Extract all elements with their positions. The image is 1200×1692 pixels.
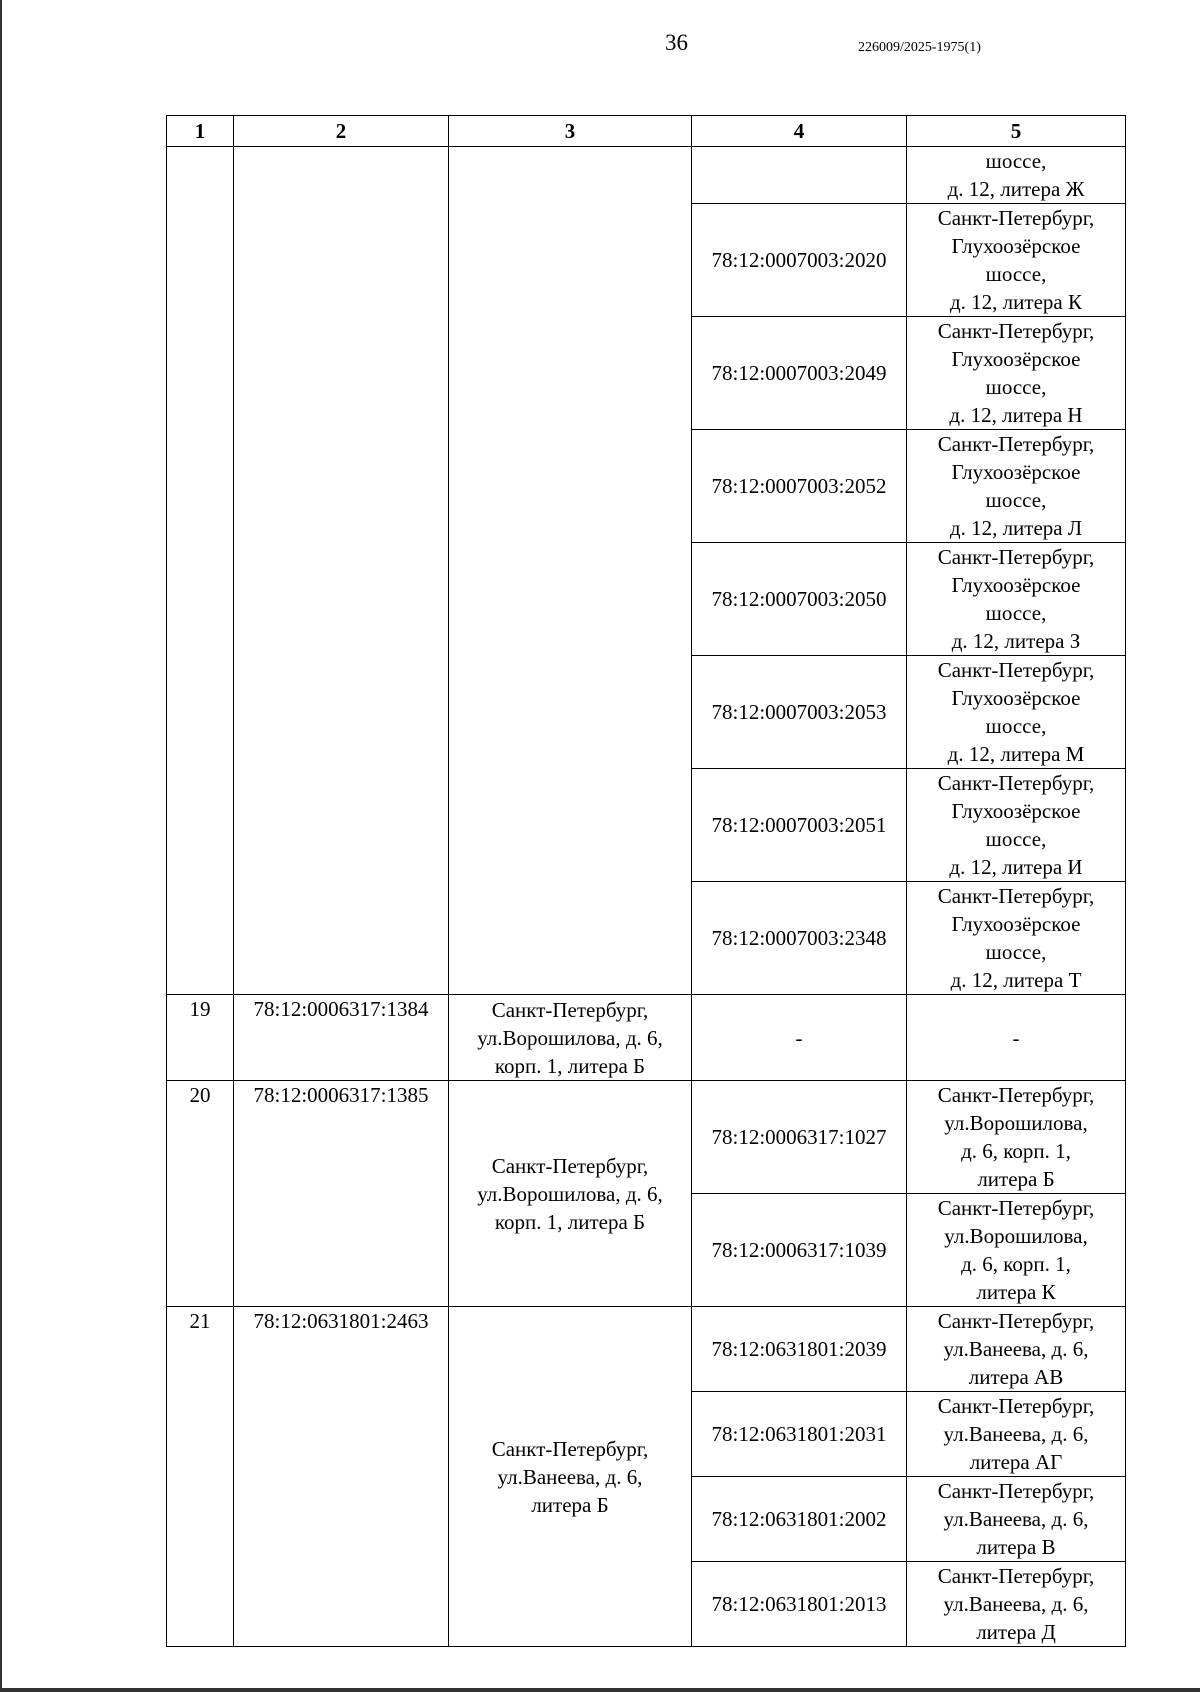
document-reference: 226009/2025-1975(1) [858,40,981,55]
cell-sub-address: - [907,995,1126,1081]
table-header-row [167,116,1126,147]
cell-sub-cadastral: 78:12:0007003:2348 [692,882,907,995]
cell-sub-cadastral: - [692,995,907,1081]
scan-edge-left [0,0,2,1692]
cell-num: 19 [167,995,234,1081]
cell-sub-address: Санкт-Петербург, ул.Ванеева, д. 6, литера АВ [907,1307,1126,1392]
table-row [167,1081,1126,1194]
cell-sub-cadastral: 78:12:0007003:2053 [692,656,907,769]
column-header: 4 [692,116,907,147]
column-header: 1 [167,116,234,147]
cell-sub-address: Санкт-Петербург, Глухоозёрское шоссе, д. 12, литера Т [907,882,1126,995]
cell-sub-cadastral: 78:12:0007003:2051 [692,769,907,882]
cell-sub-cadastral: 78:12:0631801:2002 [692,1477,907,1562]
cell-sub-address: Санкт-Петербург, ул.Ворошилова, д. 6, корп. 1, литера К [907,1194,1126,1307]
table-row [167,147,1126,204]
cell-sub-address: Санкт-Петербург, ул.Ванеева, д. 6, литера АГ [907,1392,1126,1477]
cell-cadastral: 78:12:0006317:1385 [234,1081,449,1307]
cell-cadastral [234,147,449,995]
cell-num [167,147,234,995]
page-number: 36 [665,30,688,55]
cell-sub-cadastral: 78:12:0631801:2013 [692,1562,907,1647]
cell-sub-address: Санкт-Петербург, Глухоозёрское шоссе, д. 12, литера М [907,656,1126,769]
cell-sub-cadastral: 78:12:0631801:2031 [692,1392,907,1477]
cell-sub-cadastral: 78:12:0007003:2052 [692,430,907,543]
cell-sub-cadastral: 78:12:0631801:2039 [692,1307,907,1392]
cell-address: Санкт-Петербург, ул.Ворошилова, д. 6, корп. 1, литера Б [449,1081,692,1307]
cell-cadastral: 78:12:0631801:2463 [234,1307,449,1647]
cell-sub-address: Санкт-Петербург, Глухоозёрское шоссе, д. 12, литера З [907,543,1126,656]
column-header: 2 [234,116,449,147]
cell-sub-cadastral [692,147,907,204]
cell-sub-address: Санкт-Петербург, ул.Ворошилова, д. 6, корп. 1, литера Б [907,1081,1126,1194]
cell-sub-cadastral: 78:12:0006317:1027 [692,1081,907,1194]
column-header: 3 [449,116,692,147]
cell-sub-address: Санкт-Петербург, Глухоозёрское шоссе, д. 12, литера И [907,769,1126,882]
cell-num: 20 [167,1081,234,1307]
cell-sub-cadastral: 78:12:0007003:2020 [692,204,907,317]
cell-sub-address: Санкт-Петербург, ул.Ванеева, д. 6, литера В [907,1477,1126,1562]
table-row [167,1307,1126,1392]
column-header: 5 [907,116,1126,147]
cell-address [449,147,692,995]
cell-sub-address: Санкт-Петербург, ул.Ванеева, д. 6, литера Д [907,1562,1126,1647]
cell-sub-cadastral: 78:12:0007003:2049 [692,317,907,430]
cell-sub-address: шоссе, д. 12, литера Ж [907,147,1126,204]
cell-sub-address: Санкт-Петербург, Глухоозёрское шоссе, д. 12, литера Н [907,317,1126,430]
scan-edge-bottom [0,1688,1200,1692]
cell-sub-cadastral: 78:12:0006317:1039 [692,1194,907,1307]
property-table [166,115,1126,1647]
cell-address: Санкт-Петербург, ул.Ванеева, д. 6, литера Б [449,1307,692,1647]
cell-cadastral: 78:12:0006317:1384 [234,995,449,1081]
cell-sub-address: Санкт-Петербург, Глухоозёрское шоссе, д. 12, литера Л [907,430,1126,543]
table-row [167,995,1126,1081]
cell-sub-address: Санкт-Петербург, Глухоозёрское шоссе, д. 12, литера К [907,204,1126,317]
cell-address: Санкт-Петербург, ул.Ворошилова, д. 6, корп. 1, литера Б [449,995,692,1081]
cell-sub-cadastral: 78:12:0007003:2050 [692,543,907,656]
cell-num: 21 [167,1307,234,1647]
